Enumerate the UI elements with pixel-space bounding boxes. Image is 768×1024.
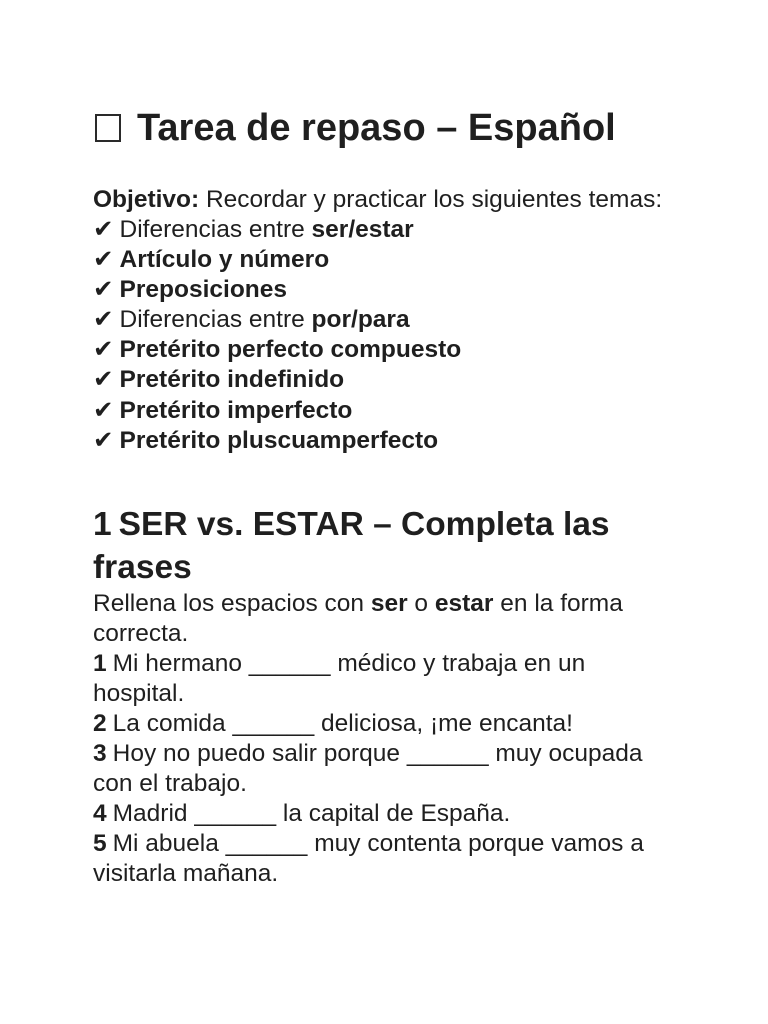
exercise-item [93, 799, 683, 829]
topic-text: Diferencias entre [119, 306, 312, 334]
exercise-number-badge: 3 [93, 740, 105, 768]
instructions-text: o [407, 589, 435, 617]
instructions-text: Rellena los espacios con [93, 589, 371, 617]
section-number-badge: 1 [93, 505, 109, 543]
instructions-estar: estar [434, 589, 494, 617]
document-page [93, 104, 683, 890]
checkbox-icon [95, 114, 121, 142]
section-title-text: SER vs. ESTAR – Completa las frases [93, 505, 610, 586]
check-mark-icon: ✔ [93, 276, 114, 304]
check-mark-icon: ✔ [93, 216, 114, 243]
objective-paragraph [93, 185, 683, 215]
check-mark-icon: ✔ [93, 426, 114, 454]
exercise-text: Mi abuela ______ muy contenta porque vamos a visitarla mañana. [93, 830, 644, 888]
topic-item [93, 335, 683, 365]
exercise-text: Mi hermano ______ médico y trabaja en un hospital. [93, 649, 586, 707]
section-heading [93, 503, 683, 589]
topic-item [93, 275, 683, 305]
topic-item [93, 426, 683, 456]
objective-label: Objetivo: [93, 186, 200, 213]
topic-bold-text: Pretérito pluscuamperfecto [119, 426, 439, 454]
topic-item [93, 215, 683, 245]
exercise-item [93, 829, 683, 889]
topic-bold-text: Pretérito imperfecto [119, 396, 353, 424]
exercise-text: Hoy no puedo salir porque ______ muy ocupada con el trabajo. [93, 740, 643, 798]
objective-text: Recordar y practicar los siguientes temas: [199, 186, 663, 213]
topic-bold-text: ser/estar [311, 216, 414, 243]
exercise-item [93, 709, 683, 739]
topic-bold-text: Pretérito indefinido [119, 366, 345, 394]
exercise-number-badge: 5 [93, 830, 105, 858]
exercise-text: La comida ______ deliciosa, ¡me encanta! [112, 709, 573, 737]
page-title-text: Tarea de repaso – Español [137, 107, 616, 149]
instructions-text: en la forma correcta. [93, 589, 623, 647]
exercise-number-badge: 2 [93, 709, 105, 737]
section-instructions [93, 589, 683, 649]
exercise-number-badge: 1 [93, 649, 105, 677]
check-mark-icon: ✔ [93, 336, 114, 364]
check-mark-icon: ✔ [93, 246, 114, 274]
topic-item [93, 365, 683, 395]
topics-list [93, 215, 683, 456]
exercise-number-badge: 4 [93, 800, 105, 828]
topic-item [93, 245, 683, 275]
topic-bold-text: Preposiciones [119, 276, 288, 304]
exercise-text: Madrid ______ la capital de España. [112, 800, 511, 828]
topic-bold-text: Artículo y número [119, 246, 330, 274]
exercise-item [93, 649, 683, 709]
check-mark-icon: ✔ [93, 396, 114, 424]
topic-bold-text: por/para [311, 306, 410, 334]
instructions-ser: ser [370, 589, 408, 617]
check-mark-icon: ✔ [93, 306, 114, 334]
check-mark-icon: ✔ [93, 366, 114, 394]
topic-bold-text: Pretérito perfecto compuesto [119, 336, 462, 364]
topic-item [93, 305, 683, 335]
exercise-item [93, 739, 683, 799]
exercise-list [93, 649, 683, 890]
topic-text: Diferencias entre [119, 216, 312, 243]
topic-item [93, 396, 683, 426]
page-title [93, 104, 683, 152]
